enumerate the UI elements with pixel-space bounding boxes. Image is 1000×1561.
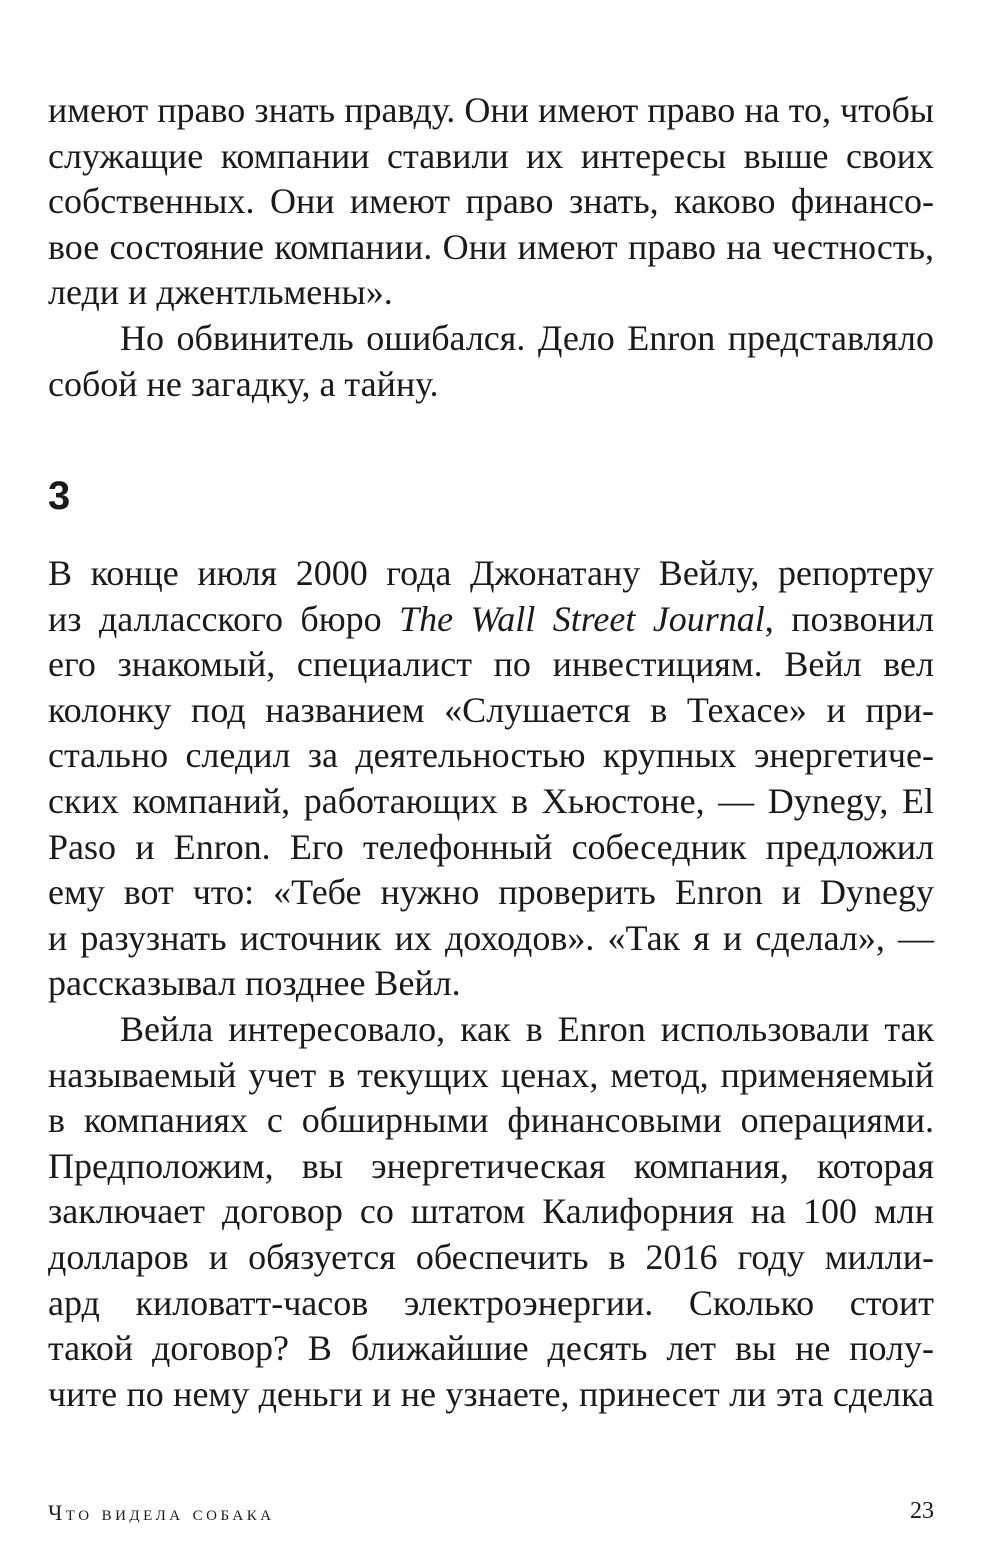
page-number: 23 [910, 1498, 934, 1524]
text-line: чите по нему деньги и не узнаете, принесет ли эта сделка [48, 1373, 934, 1414]
text-line: заключает договор со штатом Калифорния на 100 млн [48, 1191, 934, 1232]
text-line: В конце июля 2000 года Джонатану Вейлу, репортеру [48, 553, 934, 593]
running-footer-title: Что видела собака [48, 1500, 275, 1525]
text-fragment: , позвонил [764, 598, 934, 639]
section-number: 3 [48, 474, 71, 518]
text-line: имеют право знать правду. Они имеют право на то, чтобы [48, 90, 934, 130]
text-line: Предположим, вы энергетическая компания, которая [48, 1145, 934, 1186]
newspaper-title: The Wall Street Journal [399, 598, 765, 639]
text-line: ему вот что: «Тебе нужно проверить Enron и Dynegy [48, 872, 934, 913]
text-line: такой договор? В ближайшие десять лет вы не полу- [48, 1328, 934, 1369]
text-line: ских компаний, работающих в Хьюстоне, — Dynegy, El [48, 780, 934, 821]
text-line: долларов и обязуется обеспечить в 2016 году милли- [48, 1236, 934, 1277]
text-line: в компаниях с обширными финансовыми операциями. [48, 1100, 934, 1141]
text-line: его знакомый, специалист по инвестициям. Вейл вел [48, 644, 934, 685]
text-fragment: из далласского бюро [48, 598, 400, 639]
text-line: стально следил за деятельностью крупных энергетиче- [48, 735, 934, 776]
text-line: собой не загадку, а тайну. [48, 363, 439, 404]
text-block-top [48, 88, 934, 407]
text-block-main [48, 551, 934, 1417]
text-line: вое состояние компании. Они имеют право на честность, [48, 226, 934, 267]
text-line: собственных. Они имеют право знать, каково финансо- [48, 181, 934, 222]
text-line: ард киловатт-часов электроэнергии. Сколько стоит [48, 1282, 934, 1323]
text-line: Но обвинитель ошибался. Дело Enron представляло [120, 317, 934, 358]
text-line: Вейла интересовало, как в Enron использовали так [120, 1008, 934, 1049]
text-line: называемый учет в текущих ценах, метод, применяемый [48, 1054, 934, 1095]
text-line: колонку под названием «Слушается в Техасе» и при- [48, 689, 934, 730]
text-line: Paso и Enron. Его телефонный собеседник предложил [48, 826, 934, 867]
text-line: леди и джентльмены». [48, 272, 393, 313]
text-line [48, 597, 934, 643]
text-line: служащие компании ставили их интересы выше своих [48, 135, 934, 176]
text-line: и разузнать источник их доходов». «Так я и сделал», — [48, 917, 934, 958]
text-line: рассказывал позднее Вейл. [48, 963, 461, 1004]
